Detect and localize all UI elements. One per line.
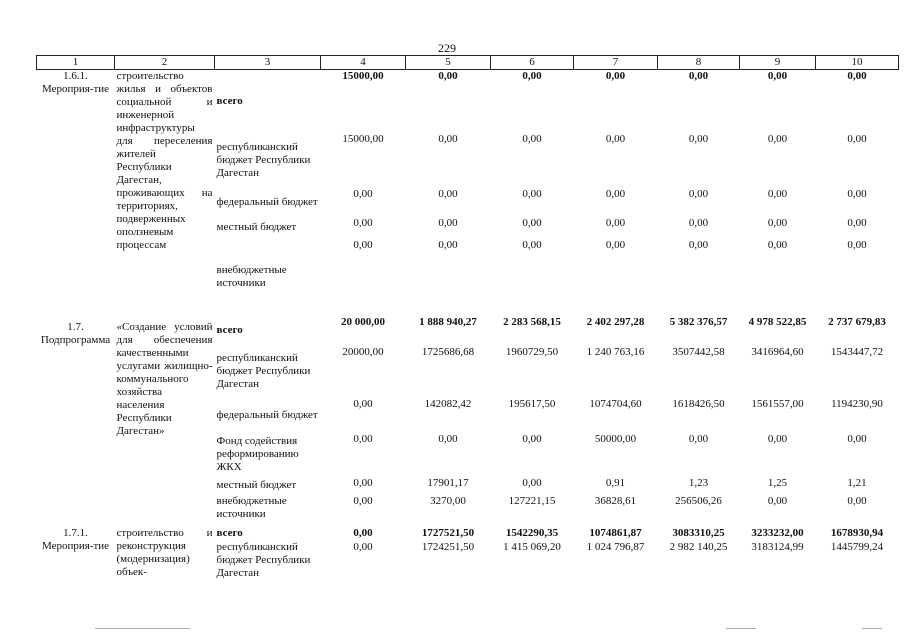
value-cell: 127221,15 [508, 494, 556, 507]
value-cell: 3233232,00 [751, 526, 804, 539]
value-cell: 0,00 [767, 70, 788, 82]
value-cell: 0,00 [353, 187, 373, 200]
value-cell: 0,00 [767, 187, 788, 200]
value-cell: 1678930,94 [830, 526, 884, 539]
value-cell: 0,00 [353, 238, 373, 251]
value-cell: 0,00 [522, 70, 542, 82]
value-cell: 0,00 [767, 494, 788, 507]
value-cell: 0,00 [438, 432, 458, 445]
value-cell: 0,00 [688, 187, 709, 200]
value-cell: 0,00 [847, 187, 867, 200]
value-cell: 0,00 [688, 70, 709, 82]
value-cell: 0,00 [522, 432, 542, 445]
header-cell: 4 [321, 56, 406, 70]
value-cell: 1543447,72 [830, 345, 884, 358]
value-cell: 0,00 [605, 238, 626, 251]
value-cell: 3083310,25 [672, 526, 725, 539]
value-cell: 0,00 [522, 216, 542, 229]
value-cell: 0,00 [767, 238, 788, 251]
value-cell: 1960729,50 [505, 345, 559, 358]
header-cell: 9 [740, 56, 816, 70]
value-cell: 36828,61 [594, 494, 637, 507]
value-cell: 0,00 [847, 70, 867, 82]
value-cell: 1 240 763,16 [586, 345, 645, 358]
value-cell: 2 283 568,15 [503, 315, 561, 328]
value-cell: 0,00 [438, 132, 458, 145]
scan-artifact [862, 628, 882, 629]
header-cell: 2 [115, 56, 215, 70]
value-cell: 4 978 522,85 [748, 315, 807, 328]
value-cell: 1074861,87 [589, 526, 642, 539]
value-cell: 0,00 [522, 238, 542, 251]
value-cell: 20 000,00 [341, 315, 385, 328]
table-row [37, 527, 899, 541]
value-cell: 1,23 [688, 476, 709, 489]
value-cell: 0,00 [605, 187, 626, 200]
source-label: всего [216, 324, 243, 336]
section-description: «Создание условий для обеспечения качественными услугами жилищно-коммунального хозяйства населения Республики Дагестан» [116, 320, 213, 437]
value-cell: 0,00 [353, 216, 373, 229]
header-row [37, 56, 899, 70]
header-cell: 3 [215, 56, 321, 70]
section-code: 1.6.1. Мероприя-тие [41, 70, 110, 95]
value-cell: 0,00 [847, 132, 867, 145]
source-label: федеральный бюджет [216, 408, 318, 421]
scan-artifact [726, 628, 756, 629]
source-label: республиканский бюджет Республики Дагестан [216, 140, 311, 179]
source-label: местный бюджет [216, 221, 297, 233]
source-label: всего [216, 94, 243, 107]
value-cell: 20000,00 [342, 345, 384, 358]
value-cell: 195617,50 [508, 397, 556, 410]
value-cell: 0,00 [605, 216, 626, 229]
header-cell: 1 [37, 56, 115, 70]
source-label: всего [216, 526, 243, 539]
value-cell: 1542290,35 [505, 526, 559, 539]
value-cell: 0,00 [353, 526, 373, 539]
source-label: республиканский бюджет Республики Дагестан [216, 352, 311, 390]
header-cell: 6 [491, 56, 574, 70]
value-cell: 0,00 [688, 238, 709, 251]
value-cell: 0,00 [847, 432, 867, 445]
value-cell: 0,00 [688, 216, 709, 229]
value-cell: 0,00 [688, 432, 709, 445]
value-cell: 2 402 297,28 [586, 315, 645, 328]
value-cell: 3416964,60 [751, 345, 804, 358]
source-label: внебюджетные источники [216, 264, 287, 289]
value-cell: 1194230,90 [831, 397, 883, 410]
source-label: федеральный бюджет [216, 195, 318, 208]
value-cell: 1074704,60 [589, 397, 642, 410]
value-cell: 0,00 [605, 132, 626, 145]
value-cell: 1 888 940,27 [419, 315, 477, 328]
value-cell: 1 415 069,20 [503, 540, 561, 553]
value-cell: 0,00 [688, 132, 709, 145]
value-cell: 0,00 [438, 187, 458, 200]
scan-artifact [95, 628, 190, 629]
source-label: республиканский бюджет Республики Дагестан [216, 540, 311, 579]
value-cell: 1724251,50 [421, 540, 475, 553]
value-cell: 0,00 [353, 476, 373, 489]
source-label: внебюджетные источники [216, 494, 287, 520]
value-cell: 1445799,24 [830, 540, 884, 553]
value-cell: 15000,00 [342, 132, 384, 145]
value-cell: 1618426,50 [672, 397, 725, 410]
value-cell: 0,00 [438, 216, 458, 229]
value-cell: 3507442,58 [672, 345, 725, 358]
value-cell: 1,21 [847, 476, 867, 489]
value-cell: 0,91 [605, 476, 626, 489]
value-cell: 0,00 [767, 432, 788, 445]
value-cell: 0,00 [847, 494, 867, 507]
value-cell: 142082,42 [424, 397, 472, 410]
value-cell: 0,00 [847, 216, 867, 229]
source-label: Фонд содействия реформированию ЖКХ [216, 435, 299, 473]
value-cell: 0,00 [438, 238, 458, 251]
value-cell: 0,00 [605, 70, 626, 82]
value-cell: 0,00 [353, 397, 373, 410]
value-cell: 0,00 [522, 476, 542, 489]
value-cell: 5 382 376,57 [669, 315, 728, 328]
value-cell: 0,00 [438, 70, 458, 82]
header-cell: 5 [406, 56, 491, 70]
header-cell: 7 [574, 56, 658, 70]
header-cell: 10 [816, 56, 899, 70]
value-cell: 0,00 [522, 187, 542, 200]
value-cell: 2 737 679,83 [828, 315, 886, 328]
value-cell: 1725686,68 [421, 345, 475, 358]
value-cell: 3270,00 [430, 494, 466, 507]
page-number: 229 [438, 41, 456, 55]
value-cell: 0,00 [767, 216, 788, 229]
header-cell: 8 [658, 56, 740, 70]
value-cell: 1 024 796,87 [586, 540, 645, 553]
section-description: строительство и реконструкция (модернизация) объек- [116, 526, 213, 578]
value-cell: 50000,00 [594, 432, 637, 445]
value-cell: 0,00 [353, 494, 373, 507]
value-cell: 17901,17 [427, 476, 469, 489]
value-cell: 0,00 [767, 132, 788, 145]
value-cell: 0,00 [353, 432, 373, 445]
value-cell: 1727521,50 [421, 526, 475, 539]
value-cell: 15000,00 [342, 70, 384, 82]
value-cell: 256506,26 [675, 494, 722, 507]
source-label: местный бюджет [216, 479, 297, 491]
value-cell: 2 982 140,25 [669, 540, 728, 553]
section-code: 1.7. Подпрограмма [40, 320, 111, 346]
section-description: строительство жилья и объектов социальной и инженерной инфраструктуры для переселения жителей Республики Дагестан, проживающих на территориях, подверженных оползневым процессам [116, 70, 213, 251]
value-cell: 1561557,00 [751, 397, 804, 410]
value-cell: 0,00 [847, 238, 867, 251]
table-row [37, 70, 899, 133]
value-cell: 0,00 [353, 540, 373, 553]
value-cell: 3183124,99 [751, 540, 804, 553]
value-cell: 1,25 [767, 476, 788, 489]
value-cell: 0,00 [522, 132, 542, 145]
section-code: 1.7.1. Мероприя-тие [41, 526, 110, 552]
budget-table [36, 55, 899, 593]
table-row [37, 316, 899, 346]
